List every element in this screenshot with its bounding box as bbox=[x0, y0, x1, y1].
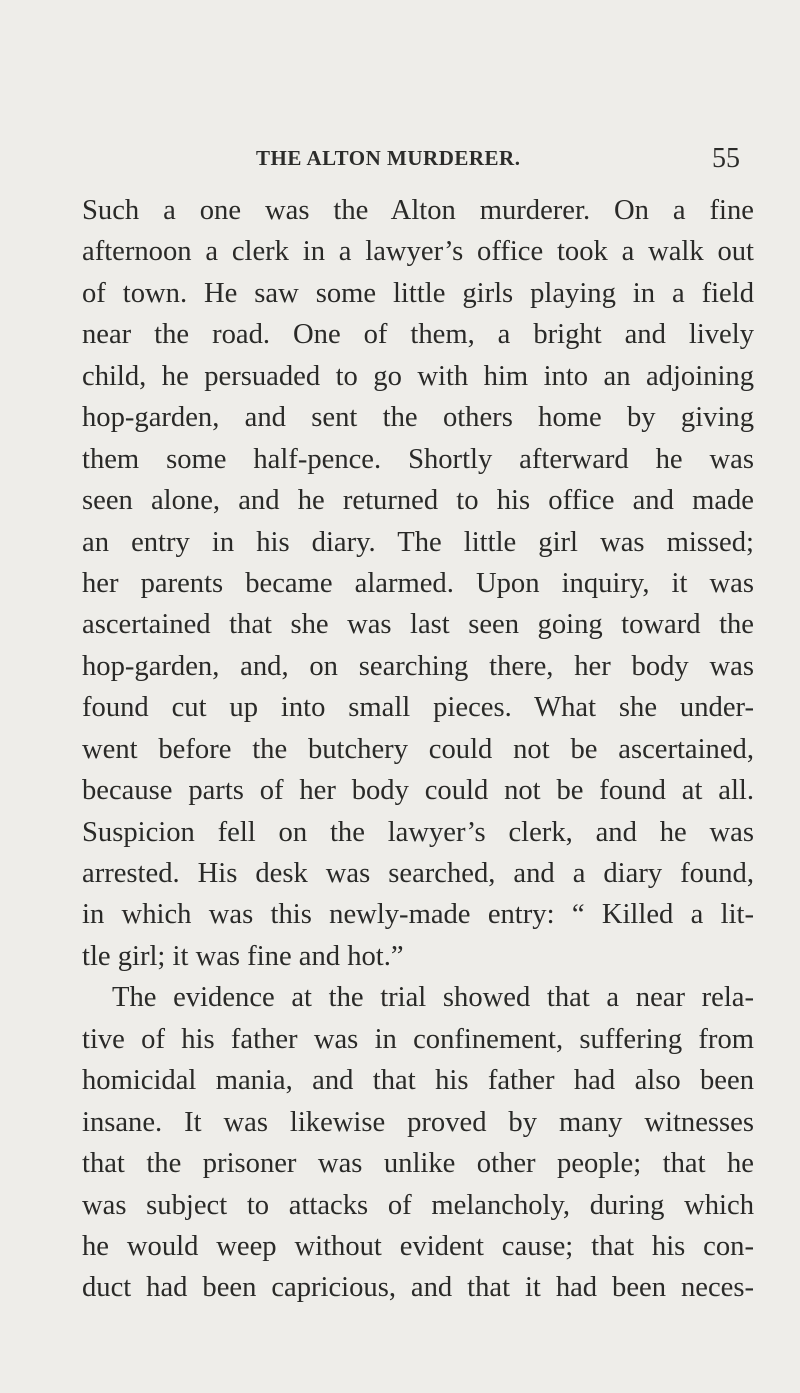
text-line: that the prisoner was unlike other people; that he bbox=[82, 1148, 754, 1180]
text-line: afternoon a clerk in a lawyer’s office took a walk out bbox=[82, 236, 754, 268]
text-line: because parts of her body could not be found at all. bbox=[82, 775, 754, 807]
body-text bbox=[82, 190, 754, 1309]
text-line: duct had been capricious, and that it had been neces- bbox=[82, 1272, 754, 1304]
text-line: was subject to attacks of melancholy, during which bbox=[82, 1189, 754, 1221]
text-line: tive of his father was in confinement, suffering from bbox=[82, 1023, 754, 1055]
text-line: found cut up into small pieces. What she under- bbox=[82, 692, 754, 724]
text-line: tle girl; it was fine and hot.” bbox=[82, 940, 404, 972]
text-line: hop-garden, and, on searching there, her body was bbox=[82, 650, 754, 682]
text-line: Suspicion fell on the lawyer’s clerk, and he was bbox=[82, 816, 754, 848]
text-line: seen alone, and he returned to his office and made bbox=[82, 485, 754, 517]
text-line: ascertained that she was last seen going toward the bbox=[82, 609, 754, 641]
text-line: he would weep without evident cause; that his con- bbox=[82, 1230, 754, 1262]
text-line: them some half-pence. Shortly afterward he was bbox=[82, 443, 754, 475]
text-line: arrested. His desk was searched, and a diary found, bbox=[82, 858, 754, 889]
text-line: near the road. One of them, a bright and lively bbox=[82, 319, 754, 351]
text-line: an entry in his diary. The little girl was missed; bbox=[82, 526, 754, 558]
text-line: Such a one was the Alton murderer. On a fine bbox=[82, 195, 754, 226]
text-line: child, he persuaded to go with him into an adjoining bbox=[82, 360, 754, 392]
page-number: 55 bbox=[712, 143, 740, 174]
running-head: THE ALTON MURDERER. bbox=[256, 146, 521, 170]
text-line: The evidence at the trial showed that a near rela- bbox=[112, 982, 754, 1014]
text-line: went before the butchery could not be ascertained, bbox=[82, 733, 754, 765]
text-line: of town. He saw some little girls playing in a field bbox=[82, 277, 754, 309]
text-line: her parents became alarmed. Upon inquiry, it was bbox=[82, 567, 754, 599]
text-line: hop-garden, and sent the others home by giving bbox=[82, 402, 754, 434]
text-line: homicidal mania, and that his father had also been bbox=[82, 1065, 754, 1097]
text-line: in which was this newly-made entry: “ Killed a lit- bbox=[82, 899, 754, 931]
text-line: insane. It was likewise proved by many witnesses bbox=[82, 1106, 754, 1138]
